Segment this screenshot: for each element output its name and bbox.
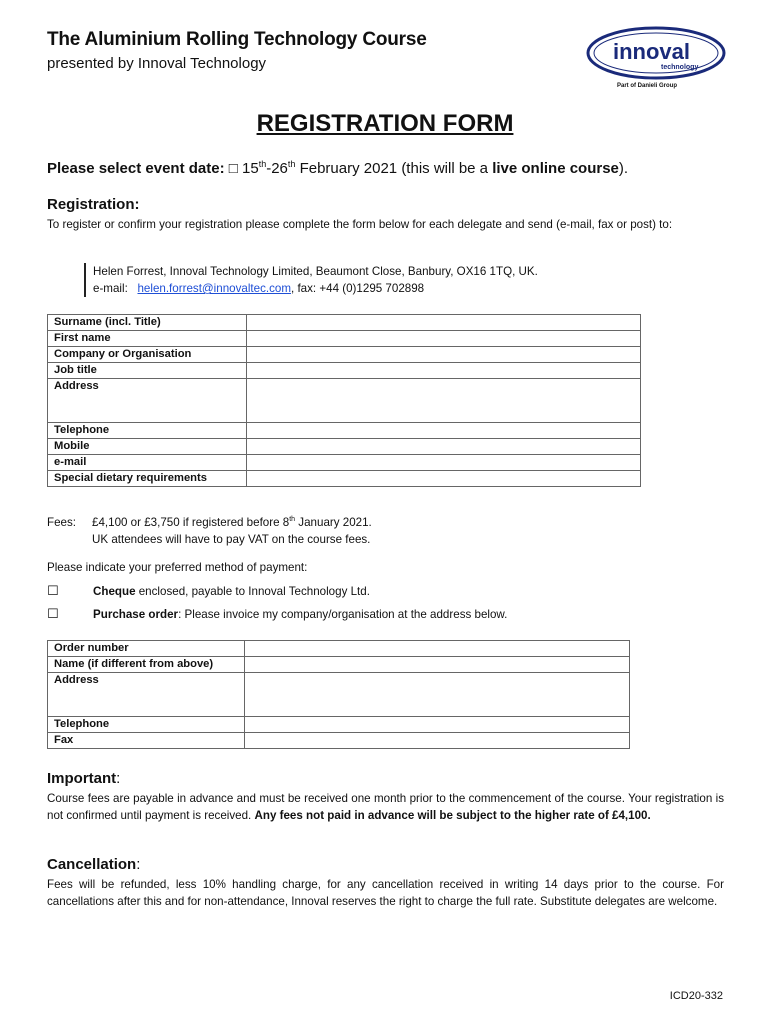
course-title: The Aluminium Rolling Technology Course bbox=[47, 29, 427, 50]
delegate-details-table bbox=[47, 314, 641, 487]
job-title-field[interactable] bbox=[246, 363, 640, 379]
order-number-field[interactable] bbox=[244, 641, 629, 657]
table-row bbox=[48, 455, 641, 471]
field-label: Special dietary requirements bbox=[48, 471, 247, 487]
purchase-order-label: Purchase order bbox=[93, 608, 179, 621]
purchase-order-checkbox[interactable]: ☐ bbox=[47, 606, 59, 621]
purchase-order-text: : Please invoice my company/organisation at the address below. bbox=[178, 608, 508, 621]
form-title bbox=[0, 110, 770, 138]
course-subtitle: presented by Innoval Technology bbox=[47, 55, 267, 72]
fees-label: Fees: bbox=[47, 515, 76, 529]
table-row bbox=[48, 363, 641, 379]
first-name-field[interactable] bbox=[246, 331, 640, 347]
important-heading bbox=[47, 770, 120, 787]
table-row bbox=[48, 641, 630, 657]
fees-line-2 bbox=[47, 531, 372, 548]
cancellation-heading-text: Cancellation bbox=[47, 856, 137, 873]
event-date-month: February 2021 (this will be a bbox=[295, 160, 493, 177]
cheque-text: enclosed, payable to Innoval Technology Ltd. bbox=[135, 585, 370, 598]
order-fax-field[interactable] bbox=[244, 733, 629, 749]
order-address-field[interactable] bbox=[244, 673, 629, 717]
field-label: Company or Organisation bbox=[48, 347, 247, 363]
field-label: Job title bbox=[48, 363, 247, 379]
table-row bbox=[48, 331, 641, 347]
registration-instructions: To register or confirm your registration please complete the form below for each delegate and send (e-mail, fax or post) to: bbox=[47, 218, 673, 231]
table-row bbox=[48, 673, 630, 717]
contact-fax: , fax: +44 (0)1295 702898 bbox=[291, 282, 425, 295]
cancellation-heading bbox=[47, 856, 140, 873]
cheque-checkbox[interactable]: ☐ bbox=[47, 583, 59, 598]
field-label: Address bbox=[48, 379, 247, 423]
field-label: e-mail bbox=[48, 455, 247, 471]
order-telephone-field[interactable] bbox=[244, 717, 629, 733]
table-row bbox=[48, 315, 641, 331]
event-date-checkbox[interactable]: □ bbox=[228, 160, 238, 177]
table-row bbox=[48, 423, 641, 439]
fees-vat-note: UK attendees will have to pay VAT on the course fees. bbox=[92, 532, 371, 546]
fees-date: January 2021. bbox=[295, 515, 372, 529]
table-row bbox=[48, 717, 630, 733]
contact-email-label: e-mail: bbox=[93, 282, 128, 295]
order-name-field[interactable] bbox=[244, 657, 629, 673]
event-date-label: Please select event date: bbox=[47, 160, 225, 177]
telephone-field[interactable] bbox=[246, 423, 640, 439]
event-date-sup1: th bbox=[258, 159, 267, 169]
field-label: First name bbox=[48, 331, 247, 347]
contact-address: Helen Forrest, Innoval Technology Limited, Beaumont Close, Banbury, OX16 1TQ, UK. bbox=[93, 265, 538, 278]
cancellation-text: Fees will be refunded, less 10% handling charge, for any cancellation received in writing 14 days prior to the course. For cancellations after this and for non-attendance, Innoval reserves the right to charge the full rate. Substitute delegates are welcome. bbox=[47, 878, 724, 908]
contact-email-line bbox=[93, 280, 538, 297]
important-heading-text: Important bbox=[47, 770, 117, 787]
logo-part-of-group: Part of Danieli Group bbox=[617, 83, 678, 89]
logo-wordmark: innoval bbox=[613, 39, 691, 64]
field-label: Fax bbox=[48, 733, 245, 749]
field-label: Telephone bbox=[48, 423, 247, 439]
table-row bbox=[48, 379, 641, 423]
event-date-end: ). bbox=[618, 160, 629, 177]
important-colon: : bbox=[116, 770, 121, 787]
fees-line-1 bbox=[47, 511, 372, 531]
cheque-label: Cheque bbox=[93, 585, 136, 598]
form-title-text: REGISTRATION FORM bbox=[256, 110, 514, 137]
registration-heading: Registration: bbox=[47, 196, 140, 213]
surname-field[interactable] bbox=[246, 315, 640, 331]
dietary-field[interactable] bbox=[246, 471, 640, 487]
important-warning: Any fees not paid in advance will be subject to the higher rate of £4,100. bbox=[254, 809, 651, 822]
document-code: ICD20-332 bbox=[669, 990, 723, 1002]
contact-address-block bbox=[84, 263, 538, 297]
cancellation-colon: : bbox=[136, 856, 141, 873]
mobile-field[interactable] bbox=[246, 439, 640, 455]
fees-block bbox=[47, 511, 372, 548]
field-label: Name (if different from above) bbox=[48, 657, 245, 673]
email-field[interactable] bbox=[246, 455, 640, 471]
event-date-sup2: th bbox=[287, 159, 296, 169]
table-row bbox=[48, 471, 641, 487]
logo-subword: technology bbox=[661, 64, 699, 71]
field-label: Order number bbox=[48, 641, 245, 657]
contact-email-link[interactable]: helen.forrest@innovaltec.com bbox=[137, 282, 292, 295]
event-date-dash: -26 bbox=[266, 160, 288, 177]
fees-sup: th bbox=[289, 516, 296, 523]
important-body: Course fees are payable in advance and must be received one month prior to the commencement of the course. Your registration is not confirmed until payment is received. bbox=[47, 792, 724, 822]
address-field[interactable] bbox=[246, 379, 640, 423]
event-date-line bbox=[47, 159, 628, 177]
field-label: Surname (incl. Title) bbox=[48, 315, 247, 331]
fees-amount: £4,100 or £3,750 if registered before 8 bbox=[92, 515, 290, 529]
payment-option-purchase-order[interactable] bbox=[47, 606, 507, 622]
table-row bbox=[48, 439, 641, 455]
field-label: Address bbox=[48, 673, 245, 717]
payment-option-cheque[interactable] bbox=[47, 583, 370, 599]
table-row bbox=[48, 657, 630, 673]
table-row bbox=[48, 347, 641, 363]
company-field[interactable] bbox=[246, 347, 640, 363]
event-date-day: 15 bbox=[242, 160, 259, 177]
table-row bbox=[48, 733, 630, 749]
field-label: Mobile bbox=[48, 439, 247, 455]
important-text bbox=[47, 790, 724, 824]
event-live-course: live online course bbox=[492, 160, 619, 177]
payment-prompt: Please indicate your preferred method of payment: bbox=[47, 561, 308, 574]
field-label: Telephone bbox=[48, 717, 245, 733]
order-details-table bbox=[47, 640, 630, 749]
